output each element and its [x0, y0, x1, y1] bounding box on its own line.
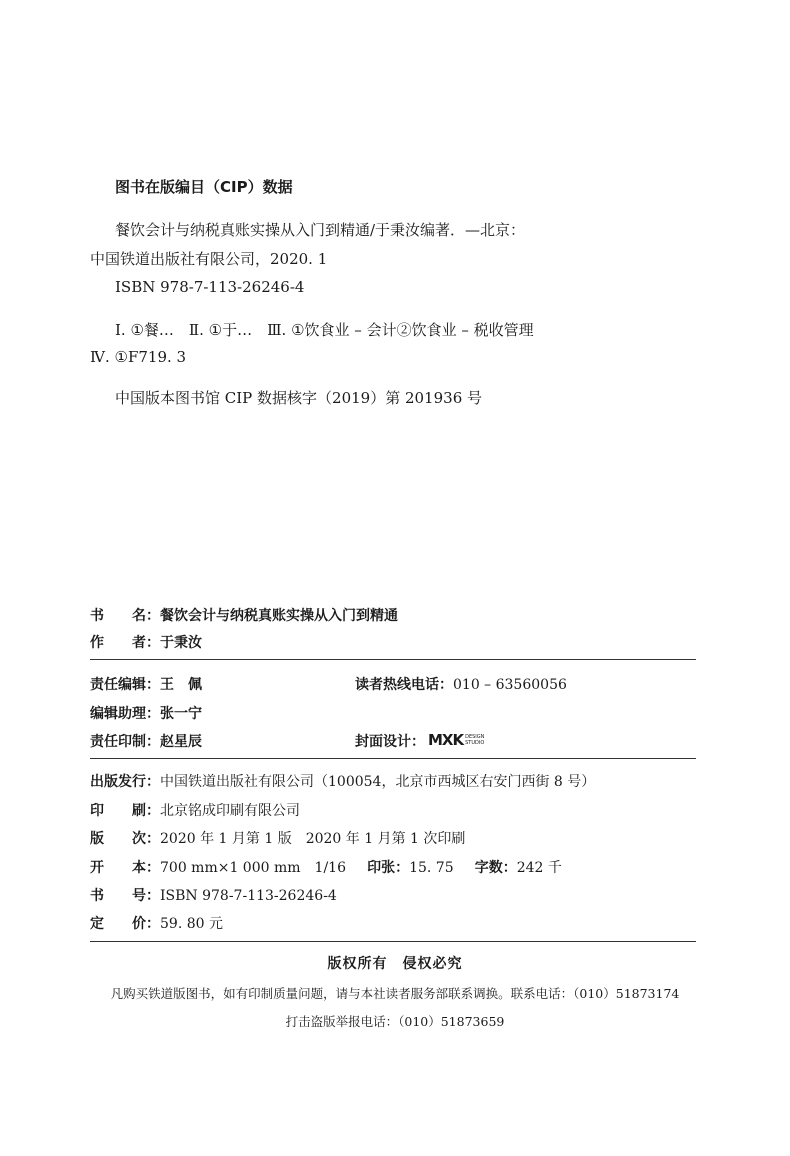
editor-label: 责任编辑： [90, 677, 160, 693]
sheets-label: 印张： [367, 860, 410, 876]
book-name-label: 书 名： [90, 608, 160, 624]
printing-editor-row [90, 731, 202, 751]
rights-contact: 凡购买铁道版图书，如有印制质量问题，请与本社读者服务部联系调换。联系电话：（010）51873174 [110, 986, 680, 1001]
edition-row [90, 828, 465, 848]
cip-line-isbn: ISBN 978-7-113-26246-4 [115, 278, 305, 296]
book-name-value: 餐饮会计与纳税真账实操从入门到精通 [160, 608, 398, 624]
editor-value: 王 佩 [160, 677, 202, 693]
printing-editor-value: 赵星辰 [160, 734, 202, 750]
rights-title: 版权所有 侵权必究 [327, 956, 463, 972]
cip-line-publisher: 中国铁道出版社有限公司，2020. 1 [90, 250, 328, 268]
book-name-row [90, 605, 398, 625]
editor-row [90, 674, 202, 694]
hotline-label: 读者热线电话： [355, 677, 453, 693]
cover-design-row [355, 731, 425, 751]
rights-piracy-hotline: 打击盗版举报电话：（010）51873659 [285, 1014, 505, 1029]
publisher-row [90, 771, 595, 791]
price-row [90, 913, 223, 933]
cip-line-title: 餐饮会计与纳税真账实操从入门到精通/于秉汝编著．—北京： [115, 221, 526, 239]
divider-1 [90, 659, 696, 660]
printer-row [90, 800, 300, 820]
sheets-value: 15. 75 [409, 860, 454, 876]
edition-label: 版 次： [90, 831, 160, 847]
printing-editor-label: 责任印制： [90, 734, 160, 750]
hotline-row [355, 674, 567, 694]
cip-line-class-number: Ⅳ. ①F719. 3 [90, 348, 187, 366]
logo-subtitle [465, 734, 484, 746]
format-row [90, 857, 562, 877]
author-row [90, 632, 202, 652]
printer-label: 印 刷： [90, 803, 160, 819]
divider-2 [90, 758, 696, 759]
cip-line-classification: Ⅰ. ①餐… Ⅱ. ①于… Ⅲ. ①饮食业 – 会计②饮食业 – 税收管理 [115, 321, 534, 339]
cip-line-cip-number: 中国版本图书馆 CIP 数据核字（2019）第 201936 号 [115, 389, 483, 407]
format-value: 700 mm×1 000 mm 1/16 [160, 860, 346, 876]
words-value: 242 千 [516, 860, 562, 876]
author-value: 于秉汝 [160, 635, 202, 651]
format-label: 开 本： [90, 860, 160, 876]
hotline-value: 010 – 63560056 [453, 677, 567, 693]
isbn-label: 书 号： [90, 888, 160, 904]
author-label: 作 者： [90, 635, 160, 651]
logo-mark: MXK [428, 731, 464, 749]
logo-sub-design: DESIGN [465, 734, 485, 740]
price-label: 定 价： [90, 916, 160, 932]
assistant-row [90, 703, 202, 723]
printer-value: 北京铭成印刷有限公司 [160, 803, 300, 819]
isbn-row [90, 885, 337, 905]
divider-3 [90, 941, 696, 942]
price-value: 59. 80 元 [160, 916, 223, 932]
publisher-label: 出版发行： [90, 774, 160, 790]
edition-value: 2020 年 1 月第 1 版 2020 年 1 月第 1 次印刷 [160, 831, 466, 847]
assistant-value: 张一宁 [160, 706, 202, 722]
assistant-label: 编辑助理： [90, 706, 160, 722]
cover-design-logo [428, 731, 484, 749]
words-label: 字数： [474, 860, 517, 876]
logo-sub-studio: STUDIO [465, 740, 485, 746]
cover-design-label: 封面设计： [355, 734, 425, 750]
cip-title: 图书在版编目（CIP）数据 [115, 178, 293, 196]
publisher-value: 中国铁道出版社有限公司（100054，北京市西城区右安门西街 8 号） [160, 774, 596, 790]
isbn-value: ISBN 978-7-113-26246-4 [160, 888, 337, 904]
